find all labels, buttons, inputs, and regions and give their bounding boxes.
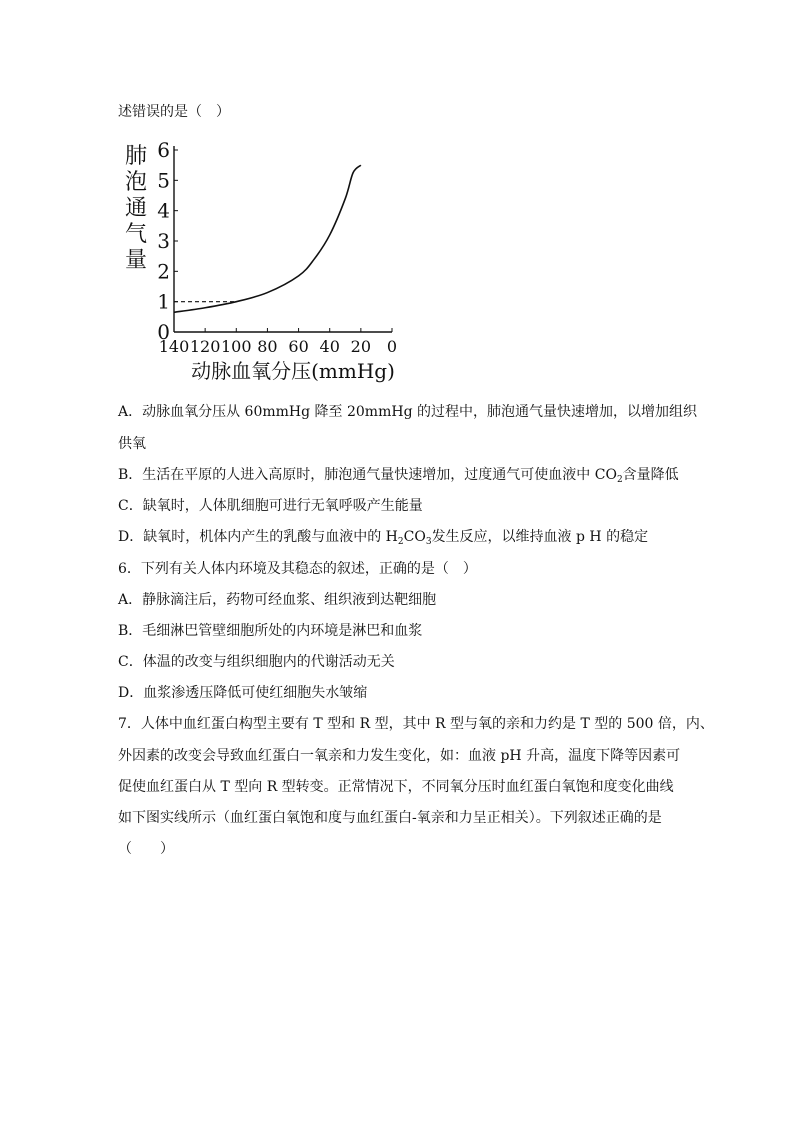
y-tick-label: 1 xyxy=(157,289,170,314)
option-5d xyxy=(118,527,648,552)
y-tick-label: 3 xyxy=(157,229,170,253)
option-5c: C．缺氧时，人体肌细胞可进行无氧呼吸产生能量 xyxy=(118,498,423,514)
subscript: 2 xyxy=(397,537,404,547)
x-tick-label: 60 xyxy=(288,337,309,356)
question-7-line3: 促使血红蛋白从 T 型向 R 型转变。正常情况下，不同氧分压时血红蛋白氧饱和度变化曲线 xyxy=(118,779,674,795)
chart-canvas xyxy=(118,140,418,390)
option-5d-text-end: 发生反应，以维持血液 p H 的稳定 xyxy=(431,529,649,545)
question-6-stem: 6．下列有关人体内环境及其稳态的叙述，正确的是（ ） xyxy=(118,561,477,577)
subscript: 3 xyxy=(425,537,432,547)
option-5d-text-mid: CO xyxy=(403,529,426,545)
question-7-line2: 外因素的改变会导致血红蛋白一氧亲和力发生变化，如：血液 pH 升高，温度下降等因素可 xyxy=(118,748,681,764)
y-tick-label: 6 xyxy=(157,140,170,162)
y-axis-label-char: 气 xyxy=(124,222,147,247)
ventilation-chart xyxy=(118,140,418,390)
option-5d-text: D．缺氧时，机体内产生的乳酸与血液中的 H xyxy=(118,529,398,545)
y-axis-label-char: 通 xyxy=(124,196,147,221)
x-tick-label: 120 xyxy=(189,337,221,356)
x-tick-label: 80 xyxy=(257,337,278,356)
option-5a-line1: A．动脉血氧分压从 60mmHg 降至 20mmHg 的过程中，肺泡通气量快速增加，以增加组织 xyxy=(118,404,697,420)
y-tick-label: 2 xyxy=(157,259,170,284)
question-7-line4: 如下图实线所示（血红蛋白氧饱和度与血红蛋白-氧亲和力呈正相关）。下列叙述正确的是 xyxy=(118,810,662,826)
x-tick-label: 20 xyxy=(350,337,372,356)
option-6c: C．体温的改变与组织细胞内的代谢活动无关 xyxy=(118,654,395,670)
option-5b xyxy=(118,465,679,490)
y-tick-label: 0 xyxy=(157,320,170,344)
y-tick-label: 4 xyxy=(157,198,170,223)
option-6d: D．血浆渗透压降低可使红细胞失水皱缩 xyxy=(118,685,368,701)
option-5a-line2: 供氧 xyxy=(118,436,146,452)
question-7-line1: 7．人体中血红蛋白构型主要有 T 型和 R 型，其中 R 型与氧的亲和力约是 T 型的 500 倍，内、 xyxy=(118,716,714,732)
option-5b-text-end: 含量降低 xyxy=(622,467,679,483)
x-tick-label: 140 xyxy=(158,337,190,356)
subscript: 2 xyxy=(616,475,623,485)
x-tick-label: 40 xyxy=(319,337,340,356)
option-5b-text: B．生活在平原的人进入高原时，肺泡通气量快速增加，过度通气可使血液中 CO xyxy=(118,467,617,483)
x-tick-label: 100 xyxy=(221,337,252,356)
option-6b: B．毛细淋巴管壁细胞所处的内环境是淋巴和血浆 xyxy=(118,623,423,639)
y-axis-label-char: 肺 xyxy=(124,144,147,169)
ventilation-curve xyxy=(174,165,361,312)
question-7-line5: （ ） xyxy=(118,841,174,857)
question-stem-continuation: 述错误的是（ ） xyxy=(118,104,230,120)
y-axis-label-char: 量 xyxy=(124,248,147,273)
x-tick-label: 0 xyxy=(386,337,398,356)
y-axis-label-char: 泡 xyxy=(124,170,147,195)
x-axis-label: 动脉血氧分压(mmHg) xyxy=(191,359,395,383)
option-6a: A．静脉滴注后，药物可经血浆、组织液到达靶细胞 xyxy=(118,592,437,608)
y-tick-label: 5 xyxy=(157,168,170,193)
